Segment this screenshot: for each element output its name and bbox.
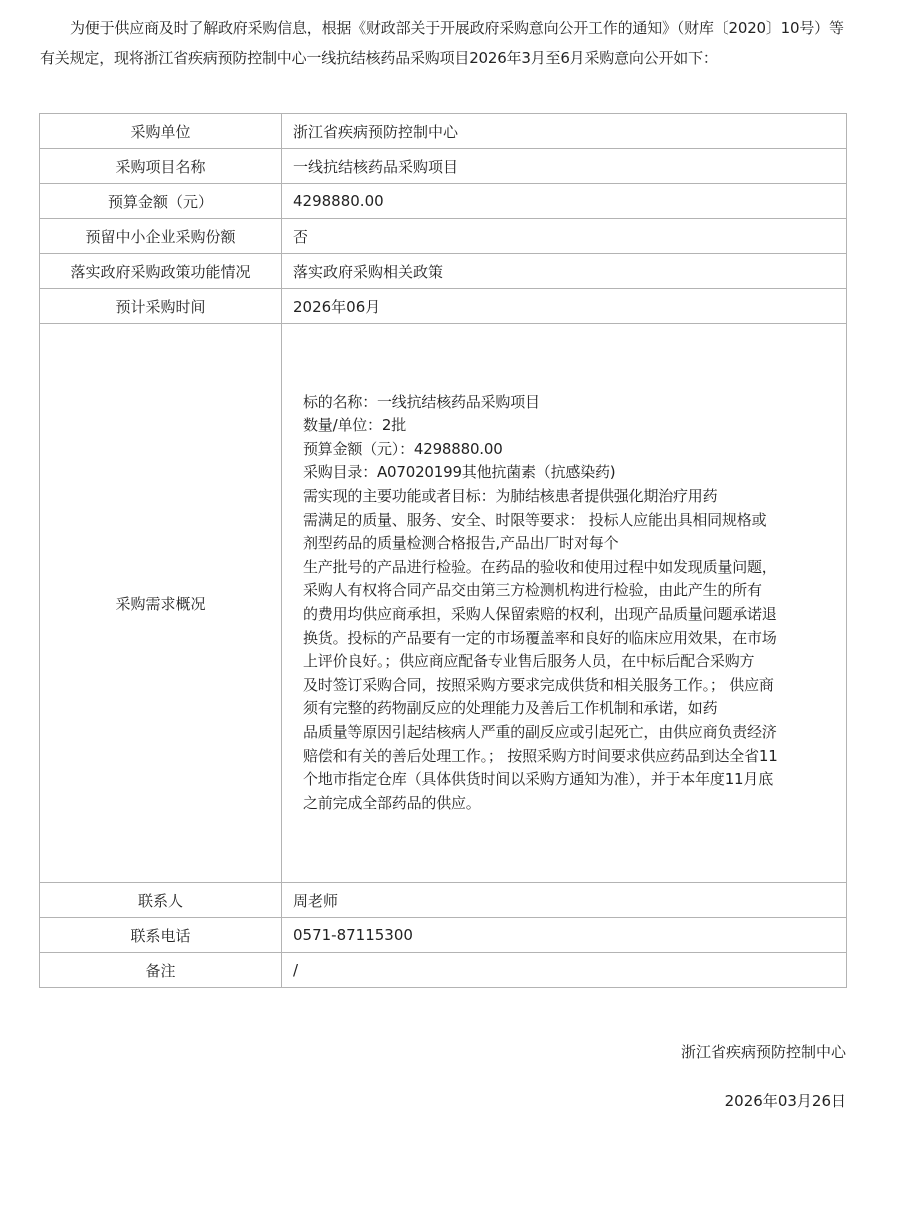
intro-paragraph: 为便于供应商及时了解政府采购信息，根据《财政部关于开展政府采购意向公开工作的通知》（财库〔2020〕10号）等有关规定，现将浙江省疾病预防控制中心一线抗结核药品采购项目2026年3月至6月采购意向公开如下： bbox=[40, 19, 844, 67]
row-label-budget: 预算金额（元） bbox=[40, 184, 282, 219]
requirements-line: 采购目录：A07020199其他抗菌素（抗感染药) bbox=[303, 463, 616, 482]
row-value-requirements bbox=[282, 324, 847, 883]
row-label-project-name: 采购项目名称 bbox=[40, 149, 282, 184]
signature-date: 2026年03月26日 bbox=[724, 1092, 846, 1110]
table-row bbox=[40, 918, 847, 953]
requirements-line: 数量/单位：2批 bbox=[303, 416, 406, 435]
row-label-policy: 落实政府采购政策功能情况 bbox=[40, 254, 282, 289]
table-row-requirements bbox=[40, 324, 847, 883]
signature-organization: 浙江省疾病预防控制中心 bbox=[680, 1043, 846, 1061]
requirements-line: 个地市指定仓库（具体供货时间以采购方通知为准），并于本年度11月底 bbox=[303, 770, 773, 789]
table-row bbox=[40, 219, 847, 254]
table-row bbox=[40, 254, 847, 289]
row-value-budget: 4298880.00 bbox=[282, 184, 847, 219]
row-label-requirements: 采购需求概况 bbox=[40, 324, 282, 883]
row-label-purchaser: 采购单位 bbox=[40, 114, 282, 149]
requirements-line: 标的名称：一线抗结核药品采购项目 bbox=[303, 392, 540, 411]
requirements-line: 赔偿和有关的善后处理工作。； 按照采购方时间要求供应药品到达全省11 bbox=[303, 746, 778, 765]
requirements-line: 需实现的主要功能或者目标：为肺结核患者提供强化期治疗用药 bbox=[303, 487, 718, 506]
requirements-line: 需满足的质量、服务、安全、时限等要求： 投标人应能出具相同规格或 bbox=[303, 510, 767, 529]
table-row bbox=[40, 149, 847, 184]
table-row bbox=[40, 114, 847, 149]
requirements-line: 品质量等原因引起结核病人严重的副反应或引起死亡，由供应商负责经济 bbox=[303, 722, 777, 741]
row-label-sme-share: 预留中小企业采购份额 bbox=[40, 219, 282, 254]
requirements-line: 及时签订采购合同，按照采购方要求完成供货和相关服务工作。； 供应商 bbox=[303, 675, 774, 694]
row-value-purchaser: 浙江省疾病预防控制中心 bbox=[282, 114, 847, 149]
row-value-remarks: / bbox=[282, 953, 847, 988]
table-row bbox=[40, 953, 847, 988]
table-row bbox=[40, 883, 847, 918]
table-row bbox=[40, 184, 847, 219]
row-value-sme-share: 否 bbox=[282, 219, 847, 254]
table-row bbox=[40, 289, 847, 324]
requirements-line: 剂型药品的质量检测合格报告,产品出厂时对每个 bbox=[303, 534, 619, 553]
row-value-planned-time: 2026年06月 bbox=[282, 289, 847, 324]
row-label-remarks: 备注 bbox=[40, 953, 282, 988]
row-value-project-name: 一线抗结核药品采购项目 bbox=[282, 149, 847, 184]
requirements-line: 换货。投标的产品要有一定的市场覆盖率和良好的临床应用效果，在市场 bbox=[303, 628, 777, 647]
row-value-policy: 落实政府采购相关政策 bbox=[282, 254, 847, 289]
requirements-line: 须有完整的药物副反应的处理能力及善后工作机制和承诺，如药 bbox=[303, 699, 718, 718]
row-label-contact-person: 联系人 bbox=[40, 883, 282, 918]
requirements-line: 之前完成全部药品的供应。 bbox=[303, 793, 481, 812]
row-value-contact-person: 周老师 bbox=[282, 883, 847, 918]
requirements-text bbox=[293, 391, 846, 816]
row-label-planned-time: 预计采购时间 bbox=[40, 289, 282, 324]
procurement-intent-table bbox=[39, 113, 847, 988]
requirements-line: 预算金额（元）：4298880.00 bbox=[303, 439, 503, 458]
row-value-contact-phone: 0571-87115300 bbox=[282, 918, 847, 953]
row-label-contact-phone: 联系电话 bbox=[40, 918, 282, 953]
requirements-line: 上评价良好。；供应商应配备专业售后服务人员，在中标后配合采购方 bbox=[303, 652, 755, 671]
requirements-line: 的费用均供应商承担，采购人保留索赔的权利，出现产品质量问题承诺退 bbox=[303, 605, 777, 623]
requirements-line: 采购人有权将合同产品交由第三方检测机构进行检验，由此产生的所有 bbox=[303, 581, 762, 600]
requirements-line: 生产批号的产品进行检验。在药品的验收和使用过程中如发现质量问题， bbox=[303, 557, 777, 576]
